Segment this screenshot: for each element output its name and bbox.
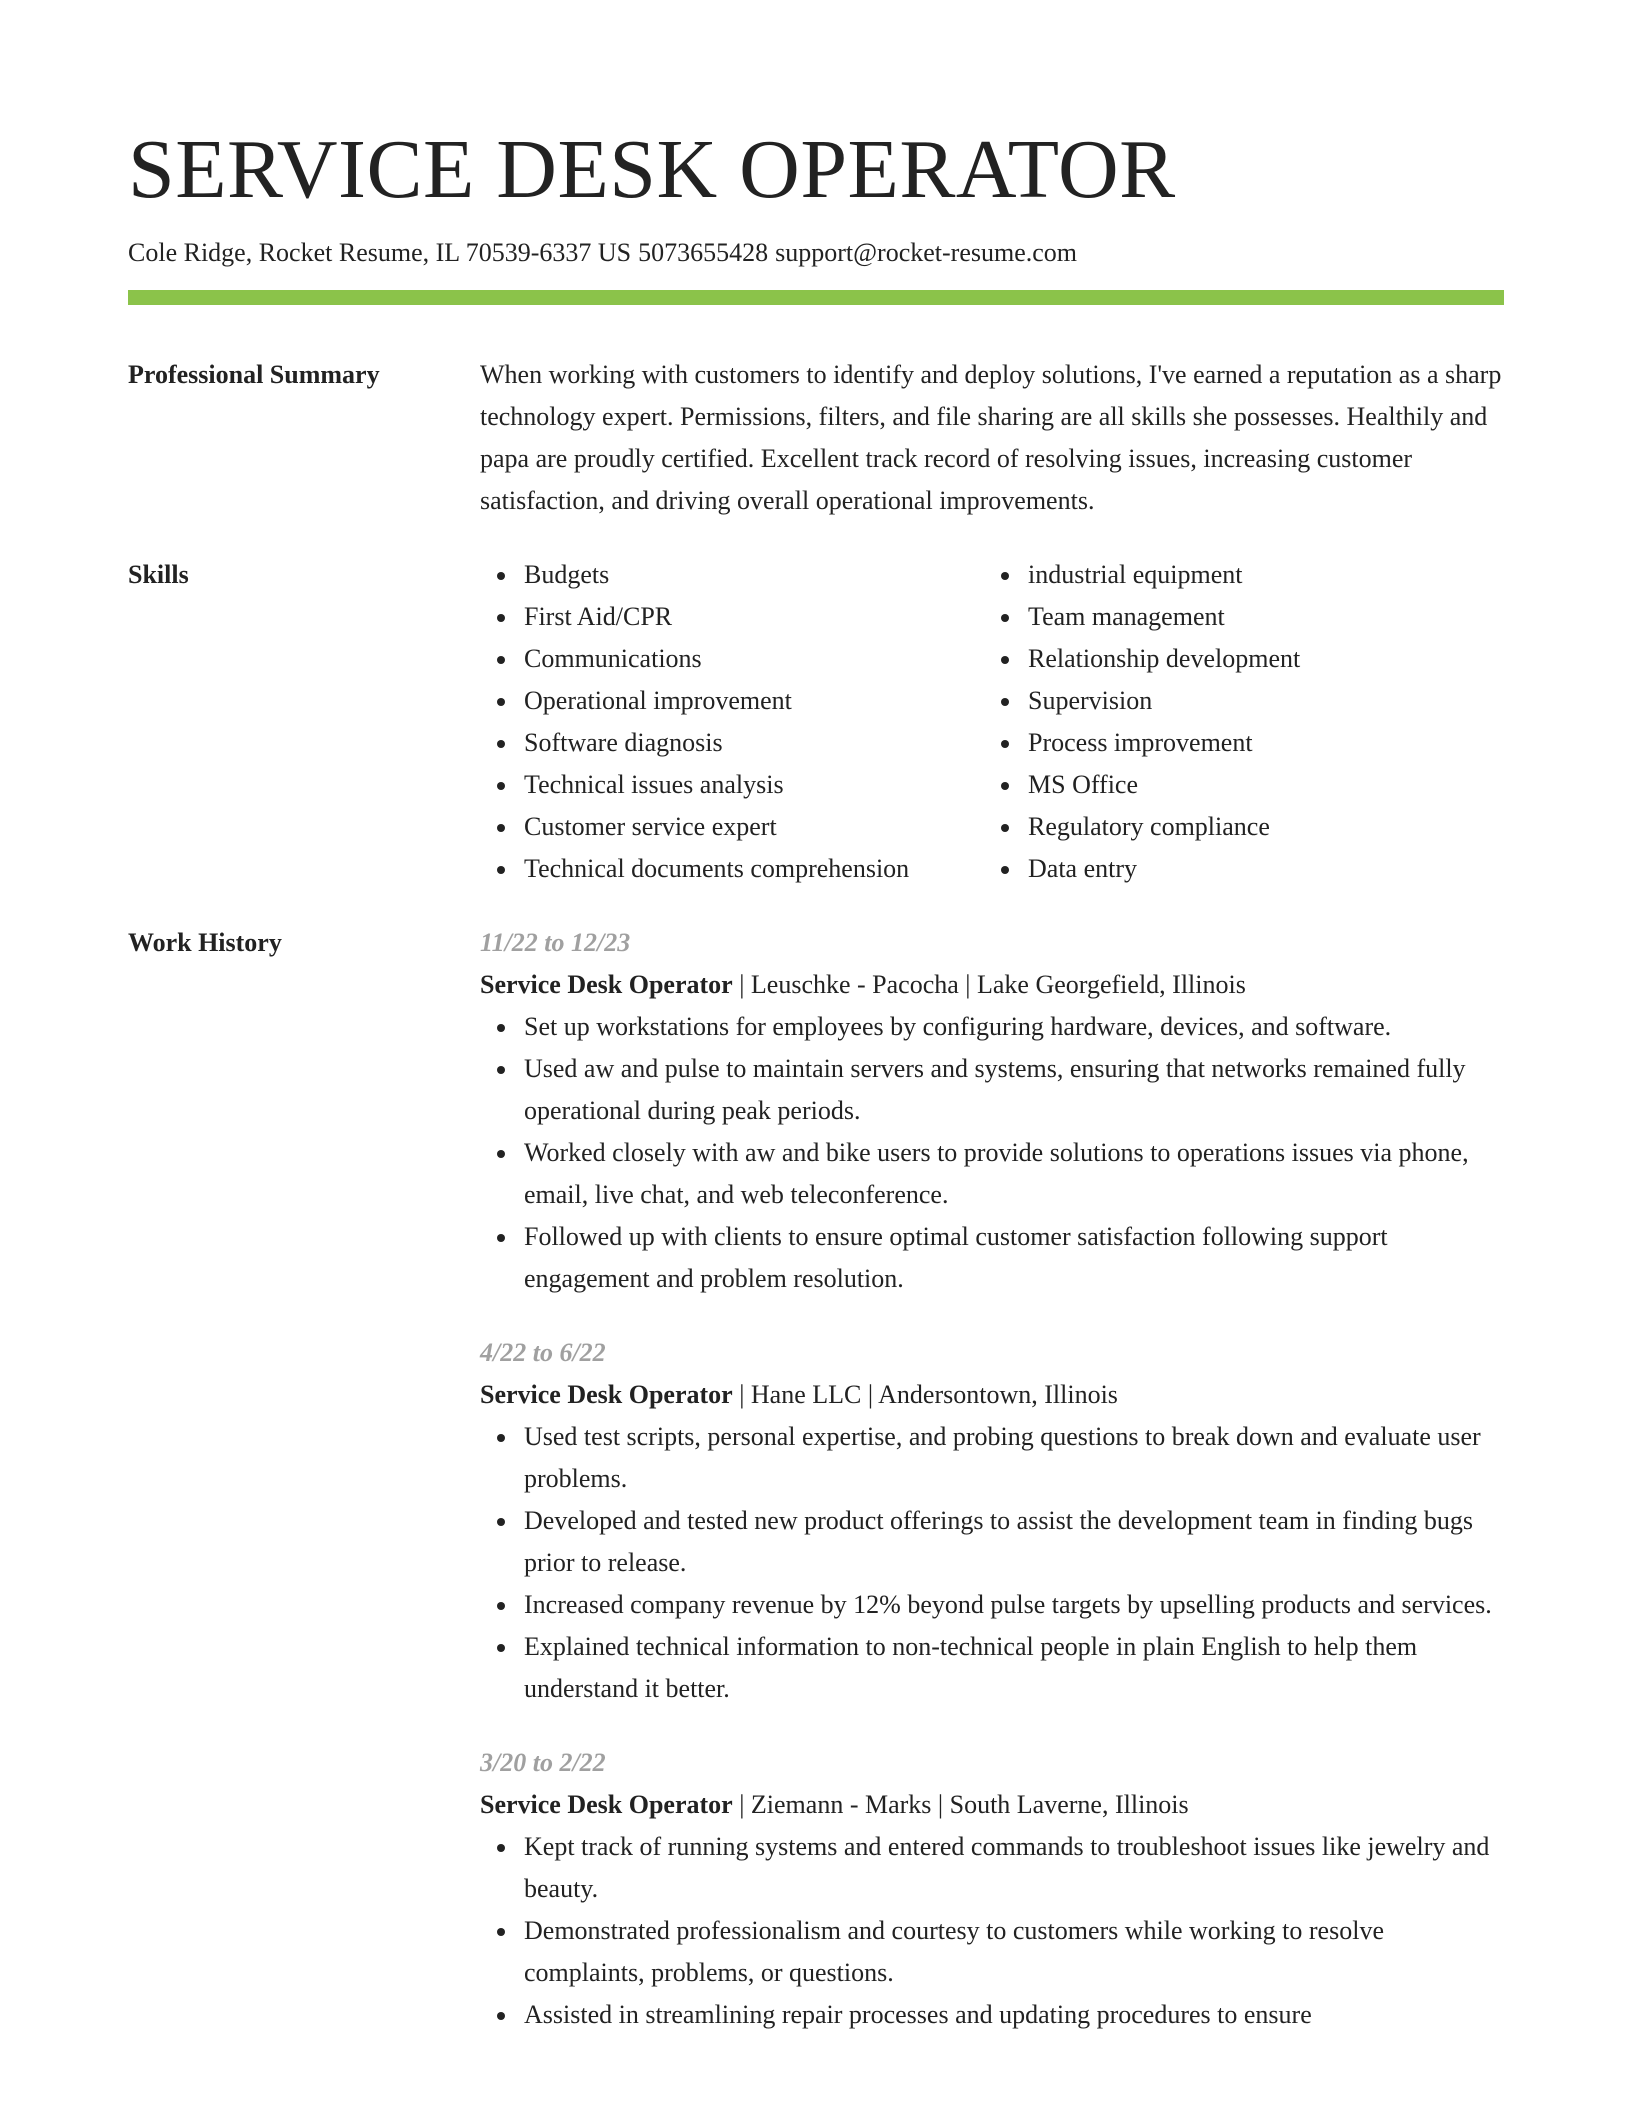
skill-item: MS Office (1028, 764, 1488, 806)
job-bullet: Set up workstations for employees by configuring hardware, devices, and software. (524, 1006, 1504, 1048)
job-details: | Hane LLC | Andersontown, Illinois (732, 1380, 1118, 1409)
skill-item: Regulatory compliance (1028, 806, 1488, 848)
job-entry (480, 1332, 1504, 1710)
skills-body (480, 554, 1504, 890)
job-entry (480, 922, 1504, 1300)
job-title: Service Desk Operator (480, 970, 733, 999)
skill-item: Software diagnosis (524, 722, 984, 764)
job-bullets (480, 1416, 1504, 1710)
skill-item: industrial equipment (1028, 554, 1488, 596)
work-history-body (480, 922, 1504, 2036)
job-bullet: Increased company revenue by 12% beyond pulse targets by upselling products and services. (524, 1584, 1504, 1626)
skill-item: Data entry (1028, 848, 1488, 890)
skill-item: Technical documents comprehension (524, 848, 984, 890)
job-bullet: Kept track of running systems and entered commands to troubleshoot issues like jewelry and beauty. (524, 1826, 1504, 1910)
job-bullet: Followed up with clients to ensure optimal customer satisfaction following support engagement and problem resolution. (524, 1216, 1504, 1300)
skill-item: Relationship development (1028, 638, 1488, 680)
skills-section (128, 554, 1504, 890)
section-heading: Skills (128, 560, 189, 589)
job-title: Service Desk Operator (480, 1790, 733, 1819)
skill-item: Customer service expert (524, 806, 984, 848)
skill-item: Communications (524, 638, 984, 680)
skills-columns (480, 554, 1504, 890)
skill-item: Technical issues analysis (524, 764, 984, 806)
job-entry (480, 1742, 1504, 2036)
job-header (480, 1374, 1504, 1416)
contact-email[interactable]: support@rocket-resume.com (775, 238, 1078, 267)
job-bullet: Assisted in streamlining repair processes and updating procedures to ensure (524, 1994, 1504, 2036)
job-bullet: Explained technical information to non-technical people in plain English to help them understand it better. (524, 1626, 1504, 1710)
job-dates: 11/22 to 12/23 (480, 928, 631, 957)
job-dates: 4/22 to 6/22 (480, 1338, 606, 1367)
job-dates: 3/20 to 2/22 (480, 1748, 606, 1777)
resume-page (128, 0, 1504, 2036)
contact-phone: 5073655428 (638, 238, 769, 267)
skill-item: First Aid/CPR (524, 596, 984, 638)
header-divider (128, 290, 1504, 305)
contact-address: Cole Ridge, Rocket Resume, IL 70539-6337 US (128, 238, 632, 267)
job-bullet: Developed and tested new product offerings to assist the development team in finding bugs prior to release. (524, 1500, 1504, 1584)
job-details: | Leuschke - Pacocha | Lake Georgefield, Illinois (732, 970, 1246, 999)
skill-item: Process improvement (1028, 722, 1488, 764)
skills-list-right (984, 554, 1488, 890)
job-bullet: Used test scripts, personal expertise, and probing questions to break down and evaluate user problems. (524, 1416, 1504, 1500)
work-history-section (128, 922, 1504, 2036)
candidate-name: SERVICE DESK OPERATOR (128, 123, 1176, 216)
skill-item: Operational improvement (524, 680, 984, 722)
job-bullets (480, 1826, 1504, 2036)
job-bullet: Worked closely with aw and bike users to provide solutions to operations issues via phone, email, live chat, and web teleconference. (524, 1132, 1504, 1216)
job-title: Service Desk Operator (480, 1380, 733, 1409)
job-bullet: Demonstrated professionalism and courtesy to customers while working to resolve complaints, problems, or questions. (524, 1910, 1504, 1994)
skills-list-left (480, 554, 984, 890)
job-details: | Ziemann - Marks | South Laverne, Illinois (732, 1790, 1189, 1819)
job-bullets (480, 1006, 1504, 1300)
job-header (480, 1784, 1504, 1826)
summary-text: When working with customers to identify and deploy solutions, I've earned a reputation as a sharp technology expert. Permissions, filters, and file sharing are all skills she possesses. Healthily and papa are proudly certified. Excellent track record of resolving issues, increasing customer satisfaction, and driving overall operational improvements. (480, 360, 1502, 515)
contact-line (128, 236, 1504, 270)
skill-item: Supervision (1028, 680, 1488, 722)
section-heading: Work History (128, 928, 282, 957)
professional-summary-section (128, 354, 1504, 522)
section-heading: Professional Summary (128, 360, 380, 389)
skill-item: Team management (1028, 596, 1488, 638)
job-header (480, 964, 1504, 1006)
skill-item: Budgets (524, 554, 984, 596)
job-bullet: Used aw and pulse to maintain servers and systems, ensuring that networks remained fully operational during peak periods. (524, 1048, 1504, 1132)
